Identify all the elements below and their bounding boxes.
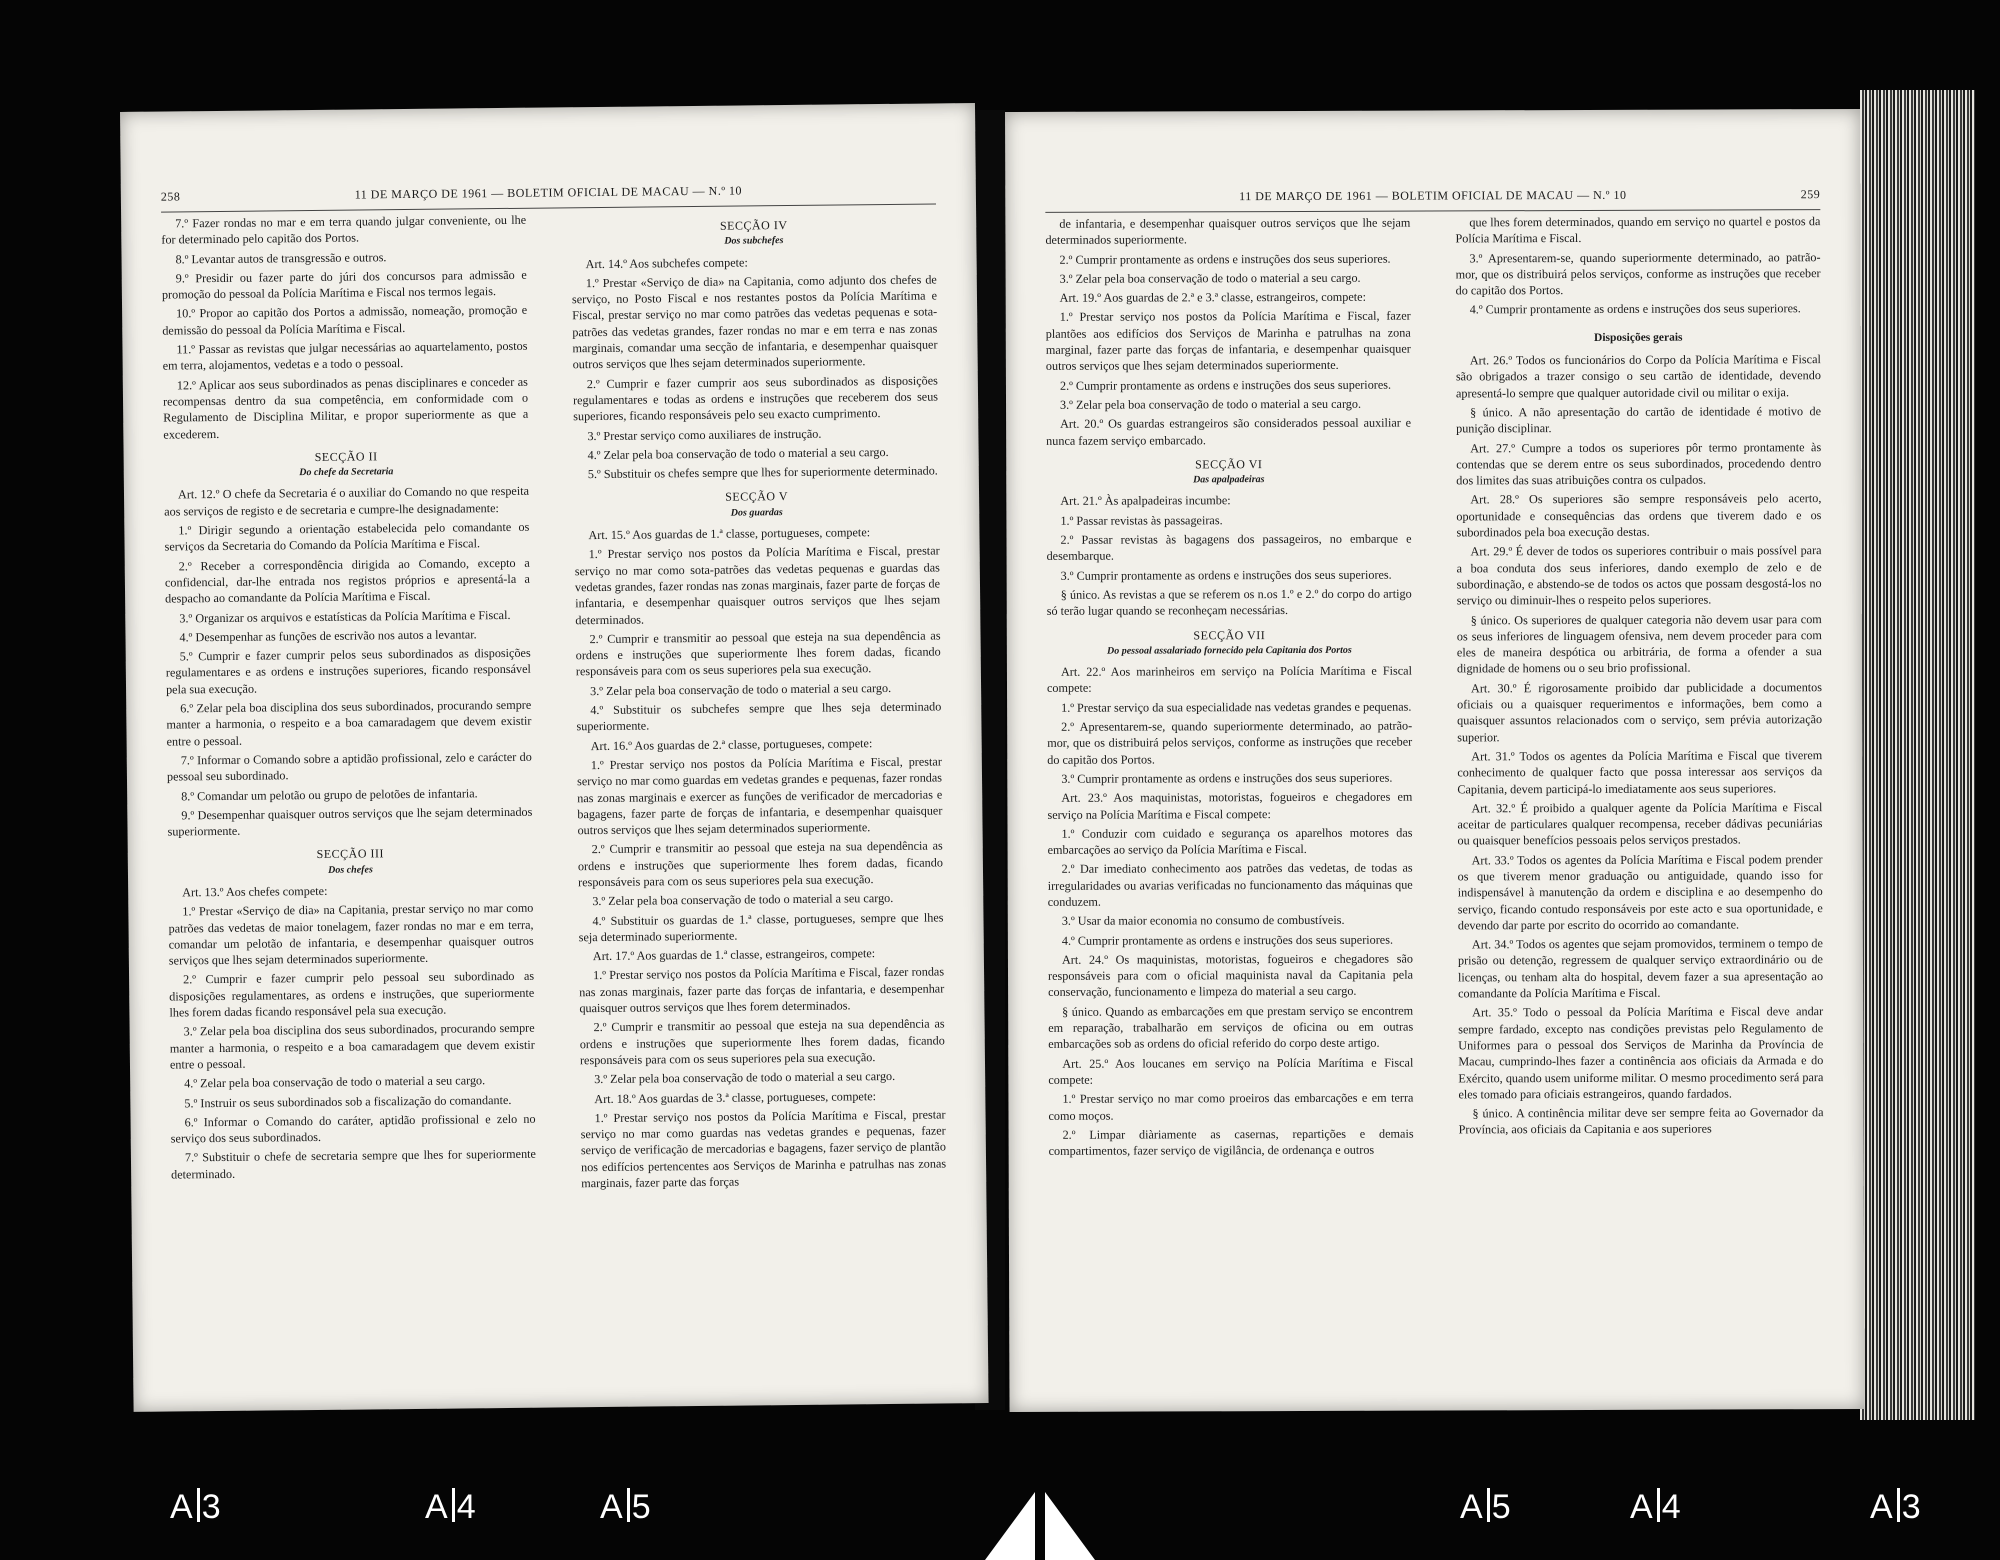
paragraph: Art. 12.º O chefe da Secretaria é o auxiliar do Comando no que respeita aos serviços de registo e de secretaria e cumpre-lhe designadamente: xyxy=(164,484,530,519)
paragraph: Art. 32.º É proibido a qualquer agente da Polícia Marítima e Fiscal aceitar de particulares qualquer recompensa, receber dádivas pecuniárias ou quaisquer benefícios pessoais pelos serviços prestados. xyxy=(1457,799,1823,848)
paragraph: 7.º Informar o Comando sobre a aptidão profissional, zelo e carácter do pessoal seu subordinado. xyxy=(166,749,532,784)
paragraph: 4.º Zelar pela boa conservação de todo o material a seu cargo. xyxy=(587,444,889,462)
paragraph: 5.º Cumprir e fazer cumprir pelos seus subordinados as disposições regulamentares e as ordens e instruções superiores, ficando responsável pela sua execução. xyxy=(165,645,531,697)
paragraph: 2.º Cumprir e fazer cumprir aos seus subordinados as disposições regulamentares e todas as ordens e instruções que receberem dos seus superiores, ficando responsáveis pelo seu exacto cumprimento. xyxy=(572,373,939,424)
paragraph: Art. 19.º Aos guardas de 2.ª e 3.ª classe, estrangeiros, compete: xyxy=(1059,289,1366,305)
paragraph: Art. 25.º Aos loucanes em serviço na Polícia Marítima e Fiscal compete: xyxy=(1048,1055,1414,1087)
paragraph: 4.º Desempenhar as funções de escrivão nos autos a levantar. xyxy=(179,627,477,645)
text-column xyxy=(1045,215,1413,1163)
running-header: 11 DE MARÇO DE 1961 — BOLETIM OFICIAL DE MACAU — N.º 10 xyxy=(354,183,743,202)
paragraph: 12.º Aplicar aos seus subordinados as penas disciplinares e conceder as recompensas dentro da sua competência, em conformidade com o Regulamento de Disciplina Militar, e propor superiormente as que a excederem. xyxy=(162,374,529,442)
section-subheading: Das apalpadeiras xyxy=(1193,474,1265,486)
paragraph: § único. As revistas a que se referem os n.os 1.º e 2.º do corpo do artigo só terão lugar quando se reconheçam necessárias. xyxy=(1046,586,1412,619)
paragraph: Art. 28.º Os superiores são sempre responsáveis pelo acerto, oportunidade e consequências das ordens que tiverem dado e os subordinados pela boa execução destas. xyxy=(1456,491,1822,540)
page-edges xyxy=(1860,90,1975,1420)
frame-tag: A 5 xyxy=(1460,1488,1511,1526)
paragraph: 3.º Zelar pela boa conservação de todo o material a seu cargo. xyxy=(1059,396,1362,412)
paragraph: Art. 22.º Aos marinheiros em serviço na Polícia Marítima e Fiscal compete: xyxy=(1046,663,1412,696)
paragraph: Art. 16.º Aos guardas de 2.ª classe, portugueses, compete: xyxy=(590,735,873,753)
paragraph: Art. 20.º Os guardas estrangeiros são considerados pessoal auxiliar e nunca fazem serviço embarcado. xyxy=(1046,415,1412,448)
paragraph: Art. 21.º Às apalpadeiras incumbe: xyxy=(1060,493,1231,509)
paragraph: 1.º Prestar «Serviço de dia» na Capitania, como adjunto dos chefes de serviço, no Posto Fiscal e nos restantes postos da Polícia Marítima e Fiscal, prestar serviço no mar como patrões das vedetas pequenas e sota-patrões das vedetas grandes, fazer rondas no mar e em terra e nas zonas marginais, comandar uma secção de infantaria, e desempenhar quaisquer outros serviços que lhes sejam determinados superiormente. xyxy=(571,272,938,372)
paragraph: Art. 29.º É dever de todos os superiores contribuir o mais possível para a boa conduta dos seus inferiores, dando exemplo de zelo e de subordinação, e abstendo-se de todos os actos que possam desgostá-los no serviço ou diminuir-lhes o respeito pelos superiores. xyxy=(1456,543,1822,608)
paragraph: 9.º Desempenhar quaisquer outros serviços que lhe sejam determinados superiormente. xyxy=(167,804,533,839)
section-heading: SECÇÃO II xyxy=(314,449,378,464)
paragraph: Art. 17.º Aos guardas de 1.ª classe, estrangeiros, compete: xyxy=(592,946,876,964)
left-page-header xyxy=(161,181,936,207)
frame-tag: A 4 xyxy=(425,1488,476,1526)
paragraph: 1.º Prestar serviço nos postos da Polícia Marítima e Fiscal, fazer plantões aos edifícios dos Serviços de Marinha e patrulhas na zona marginal, fazer parte das forças de infantaria, e desempenhar quaisquer outros serviços que lhes sejam determinados superiormente. xyxy=(1045,309,1411,374)
paragraph: 2.º Cumprir prontamente as ordens e instruções dos seus superiores. xyxy=(1059,251,1391,267)
paragraph: 1.º Conduzir com cuidado e segurança os aparelhos motores das embarcações ao serviço da Polícia Marítima e Fiscal. xyxy=(1047,825,1413,857)
page-number: 259 xyxy=(1800,187,1821,202)
text-column xyxy=(1455,213,1823,1141)
paragraph: Art. 18.º Aos guardas de 3.ª classe, portugueses, compete: xyxy=(594,1088,877,1106)
paragraph: 5.º Substituir os chefes sempre que lhes for superiormente determinado. xyxy=(587,463,938,482)
paragraph: 2.º Apresentarem-se, quando superiormente determinado, ao patrão-mor, que os distribuirá pelos serviços, conforme as instruções que receber do capitão dos Portos. xyxy=(1047,718,1413,767)
paragraph: 1.º Passar revistas às passageiras. xyxy=(1060,512,1223,528)
paragraph: 2.º Dar imediato conhecimento aos patrões das vedetas, de todas as irregularidades ou avarias verificadas no funcionamento das máquinas que conduzem. xyxy=(1047,860,1413,909)
paragraph: Art. 27.º Cumpre a todos os superiores pôr termo prontamente às contendas que se derem entre os seus subordinados, procedendo dentro dos limites das suas atribuições contra os culpados. xyxy=(1456,439,1822,488)
paragraph: 4.º Substituir os guardas de 1.ª classe, portugueses, sempre que lhes seja determinado superiormente. xyxy=(578,909,944,945)
paragraph: 1.º Prestar «Serviço de dia» na Capitania, prestar serviço no mar como patrões das vedetas de maior tonelagem, fazer rondas no mar e em terra, comandar um pelotão de infantaria, e desempenhar quaisquer outros serviços que lhes sejam determinados superiormente. xyxy=(168,900,534,968)
paragraph: Art. 26.º Todos os funcionários do Corpo da Polícia Marítima e Fiscal são obrigados a trazer consigo o seu cartão de identidade, devendo apresentá-lo sempre que qualquer autoridade civil ou militar o exija. xyxy=(1455,352,1821,401)
center-marker-icon xyxy=(985,1492,1125,1560)
paragraph: 1.º Prestar serviço nos postos da Polícia Marítima e Fiscal, fazer rondas nas zonas marginais, fazer parte das forças de infantaria, e desempenhar quaisquer outros serviços que lhes forem determinados. xyxy=(579,964,945,1016)
paragraph: 1.º Prestar serviço nos postos da Polícia Marítima e Fiscal, prestar serviço no mar como guardas nas vedetas grandes e pequenas, fazer serviço de verificação de mercadorias e bagagens, fazer serviço de plantão nos edifícios pertencentes aos Serviços de Marinha e patrulhas nas zonas marginais, fazer parte das forças xyxy=(580,1107,947,1191)
paragraph: 2.º Cumprir prontamente as ordens e instruções dos seus superiores. xyxy=(1059,377,1392,393)
paragraph: 1.º Prestar serviço da sua especialidade nas vedetas grandes e pequenas. xyxy=(1061,699,1412,715)
paragraph: 3.º Zelar pela boa disciplina dos seus subordinados, procurando sempre manter a harmonia, o respeito e a boa camaradagem que devem existir entre o pessoal. xyxy=(169,1021,535,1072)
left-page xyxy=(120,103,989,1412)
paragraph: 3.º Organizar os arquivos e estatísticas da Polícia Marítima e Fiscal. xyxy=(179,607,511,625)
paragraph: 2.º Limpar diàriamente as casernas, repartições e demais compartimentos, fazer serviço de vigilância, de ordenança e outros xyxy=(1048,1126,1414,1158)
paragraph: Art. 14.º Aos subchefes compete: xyxy=(585,255,748,271)
paragraph: 4.º Zelar pela boa conservação de todo o material a seu cargo. xyxy=(184,1073,486,1091)
paragraph: 3.º Cumprir prontamente as ordens e instruções dos seus superiores. xyxy=(1061,770,1393,786)
paragraph: 4.º Cumprir prontamente as ordens e instruções dos seus superiores. xyxy=(1061,932,1394,948)
frame-tag: A 3 xyxy=(170,1488,221,1526)
section-subheading: Do pessoal assalariado fornecido pela Capitania dos Portos xyxy=(1106,644,1352,657)
section-subheading: Dos subchefes xyxy=(724,235,784,247)
section-heading: SECÇÃO IV xyxy=(719,218,788,233)
section-heading: SECÇÃO VI xyxy=(1195,456,1263,472)
section-heading: SECÇÃO III xyxy=(316,846,385,862)
paragraph: 2.º Cumprir e transmitir ao pessoal que esteja na sua dependência as ordens e instruções que superiormente lhes forem dadas, ficando responsáveis para com os seus superiores pela sua execução. xyxy=(575,628,941,679)
running-header: 11 DE MARÇO DE 1961 — BOLETIM OFICIAL DE MACAU — N.º 10 xyxy=(1239,187,1627,204)
paragraph: Art. 35.º Todo o pessoal da Polícia Marítima e Fiscal deve andar sempre fardado, excepto nas condições previstas pelo Regulamento de Uniformes para o pessoal dos Serviços de Marinha da Província de Macau, cumprindo-lhes fazer a continência aos oficiais da Armada e do Exército, quando usem uniforme militar. O mesmo procedimento será para eles tomado para oficiais estrangeiros, quando fardados. xyxy=(1458,1004,1824,1102)
paragraph: Art. 24.º Os maquinistas, motoristas, fogueiros e chegadores são responsáveis para com o oficial maquinista naval da Capitania pela conservação, funcionamento e limpeza do material a seu cargo. xyxy=(1047,951,1414,1000)
paragraph: Art. 15.º Aos guardas de 1.ª classe, portugueses, compete: xyxy=(588,525,871,543)
paragraph: 4.º Substituir os subchefes sempre que lhes seja determinado superiormente. xyxy=(576,699,942,734)
paragraph: 7.º Substituir o chefe de secretaria sempre que lhes for superiormente determinado. xyxy=(171,1147,537,1182)
paragraph: 1.º Prestar serviço no mar como proeiros das embarcações e em terra como moços. xyxy=(1048,1090,1414,1123)
text-column xyxy=(571,207,946,1194)
paragraph: § único. A continência militar deve ser sempre feita ao Governador da Província, aos oficiais da Capitania e aos superiores xyxy=(1458,1105,1824,1137)
text-column xyxy=(161,212,536,1186)
paragraph: 3.º Cumprir prontamente as ordens e instruções dos seus superiores. xyxy=(1060,567,1392,583)
paragraph: Art. 33.º Todos os agentes da Polícia Marítima e Fiscal podem prender os que tiverem menor graduação ou antiguidade, quando isso for indispensável à manutenção da ordem e disciplina e ao desempenho do serviço, ficando contudo responsáveis por este acto e sua oportunidade, e devendo dar parte por escrito do ocorrido ao comandante. xyxy=(1457,851,1823,933)
paragraph: 5.º Instruir os seus subordinados sob a fiscalização do comandante. xyxy=(184,1092,512,1110)
header-rule xyxy=(1045,209,1820,213)
paragraph: que lhes forem determinados, quando em serviço no quartel e postos da Polícia Marítima e Fiscal. xyxy=(1455,214,1821,246)
paragraph: 11.º Passar as revistas que julgar necessárias ao aquartelamento, postos em terra, alojamentos, vedetas e a todo o pessoal. xyxy=(162,338,528,373)
paragraph: 3.º Usar da maior economia no consumo de combustíveis. xyxy=(1061,913,1345,929)
paragraph: de infantaria, e desempenhar quaisquer outros serviços que lhe sejam determinados superiormente. xyxy=(1045,215,1411,248)
section-heading: SECÇÃO V xyxy=(725,489,789,505)
paragraph: 3.º Zelar pela boa conservação de todo o material a seu cargo. xyxy=(592,891,894,909)
frame-tag: A 5 xyxy=(600,1488,651,1526)
paragraph: 2.º Passar revistas às bagagens dos passageiros, no embarque e desembarque. xyxy=(1046,531,1412,564)
heading: Disposições gerais xyxy=(1594,331,1683,344)
paragraph: Art. 30.º É rigorosamente proibido dar publicidade a documentos oficiais ou a quaisquer requerimentos e informações, bem como a quaisquer assuntos relacionados com o serviço, sem prévia autorização superior. xyxy=(1457,679,1823,745)
paragraph: 3.º Zelar pela boa conservação de todo o material a seu cargo. xyxy=(594,1069,896,1087)
paragraph: 1.º Prestar serviço nos postos da Polícia Marítima e Fiscal, prestar serviço no mar como sota-patrões das vedetas pequenas e guardas das vedetas grandes, fazer rondas nas zonas marginais, fazer parte de forças de infantaria, e desempenhar quaisquer outros serviços que lhes sejam determinados. xyxy=(574,543,941,627)
paragraph: 3.º Apresentarem-se, quando superiormente determinado, ao patrão-mor, que os distribuirá pelos serviços, conforme as instruções que receber do capitão dos Portos. xyxy=(1455,249,1821,298)
paragraph: 8.º Comandar um pelotão ou grupo de pelotões de infantaria. xyxy=(181,785,478,803)
paragraph: 1.º Dirigir segundo a orientação estabelecida pelo comandante os serviços da Secretaria do Comando da Polícia Marítima e Fiscal. xyxy=(164,519,530,554)
paragraph: 7.º Fazer rondas no mar e em terra quando julgar conveniente, ou lhe for determinado pelo capitão dos Portos. xyxy=(161,212,527,247)
paragraph: 3.º Zelar pela boa conservação de todo o material a seu cargo. xyxy=(590,680,892,698)
paragraph: 3.º Zelar pela boa conservação de todo o material a seu cargo. xyxy=(1059,270,1361,286)
paragraph: 2.º Cumprir e transmitir ao pessoal que esteja na sua dependência as ordens e instruções que superiormente lhes forem dadas, ficando responsáveis para com os seus superiores pela sua execução. xyxy=(577,838,943,890)
section-subheading: Dos chefes xyxy=(328,864,373,876)
frame-tag: A 4 xyxy=(1630,1488,1681,1526)
paragraph: 9.º Presidir ou fazer parte do júri dos concursos para admissão e promoção do pessoal da Polícia Marítima e Fiscal nos termos legais. xyxy=(161,267,527,302)
right-page xyxy=(1005,109,1865,1412)
paragraph: 2.º Cumprir e fazer cumprir pelo pessoal seu subordinado as disposições regulamentares, as ordens e instruções, que superiormente lhes forem dadas ficando responsável pela sua execução. xyxy=(169,969,535,1020)
paragraph: 2.º Cumprir e transmitir ao pessoal que esteja na sua dependência as ordens e instruções que superiormente lhes forem dadas, ficando responsáveis para com os seus superiores pela sua execução. xyxy=(579,1016,945,1068)
page-number: 258 xyxy=(160,189,181,204)
paragraph: Art. 13.º Aos chefes compete: xyxy=(182,883,328,900)
section-heading: SECÇÃO VII xyxy=(1193,627,1266,642)
right-page-header xyxy=(1045,187,1820,208)
paragraph: § único. A não apresentação do cartão de identidade é motivo de punição disciplinar. xyxy=(1456,404,1822,436)
paragraph: § único. Os superiores de qualquer categoria não devem usar para com os seus inferiores de linguagem ofensiva, nem devem proceder para com eles de maneira despótica ou arbitrária, de forma a ofender a sua dignidade de homens ou o seu brio profissional. xyxy=(1456,611,1822,676)
paragraph: 3.º Prestar serviço como auxiliares de instrução. xyxy=(587,426,822,443)
section-subheading: Do chefe da Secretaria xyxy=(299,466,394,479)
paragraph: 8.º Levantar autos de transgressão e outros. xyxy=(175,249,387,267)
paragraph: 10.º Propor ao capitão dos Portos a admissão, nomeação, promoção e demissão do pessoal da Polícia Marítima e Fiscal. xyxy=(162,303,528,338)
paragraph: Art. 31.º Todos os agentes da Polícia Marítima e Fiscal que tiverem conhecimento de qualquer facto que possa interessar aos serviços da Capitania, devem participá-lo imediatamente aos seus superiores. xyxy=(1457,748,1823,796)
paragraph: 4.º Cumprir prontamente as ordens e instruções dos seus superiores. xyxy=(1469,301,1801,317)
section-subheading: Dos guardas xyxy=(730,506,783,519)
paragraph: Art. 34.º Todos os agentes que sejam promovidos, terminem o tempo de prisão ou detenção, regressem de qualquer serviço extraordinário ou de licenças, ou tenham alta do hospital, devem fazer a sua apresentação ao comandante da Polícia Marítima e Fiscal. xyxy=(1457,936,1824,1001)
paragraph: Art. 23.º Aos maquinistas, motoristas, fogueiros e chegadores em serviço na Polícia Marítima e Fiscal compete: xyxy=(1047,789,1413,822)
paragraph: 1.º Prestar serviço nos postos da Polícia Marítima e Fiscal, prestar serviço no mar como guardas em vedetas grandes e pequenas, fazer rondas nas zonas marginais e exercer as funções de verificador de mercadorias e bagagens, fazer parte de forças de infantaria, e desempenhar quaisquer outros serviços que lhes sejam determinados superiormente. xyxy=(576,754,943,838)
paragraph: 6.º Zelar pela boa disciplina dos seus subordinados, procurando sempre manter a harmonia, o respeito e a boa camaradagem que devem existir entre o pessoal. xyxy=(166,697,532,749)
paragraph: § único. Quando as embarcações em que prestam serviço se encontrem em reparação, trabalharão em serviços de oficina ou em outras embarcações sob as ordens do oficial referido do corpo deste artigo. xyxy=(1048,1003,1414,1052)
paragraph: 2.º Receber a correspondência dirigida ao Comando, excepto a confidencial, dar-lhe entrada nos registos próprios e apresentá-la a despacho ao comandante da Polícia Marítima e Fiscal. xyxy=(164,555,530,606)
paragraph: 6.º Informar o Comando do caráter, aptidão profissional e zelo no serviço dos seus subordinados. xyxy=(170,1111,536,1146)
frame-tag: A 3 xyxy=(1870,1488,1921,1526)
